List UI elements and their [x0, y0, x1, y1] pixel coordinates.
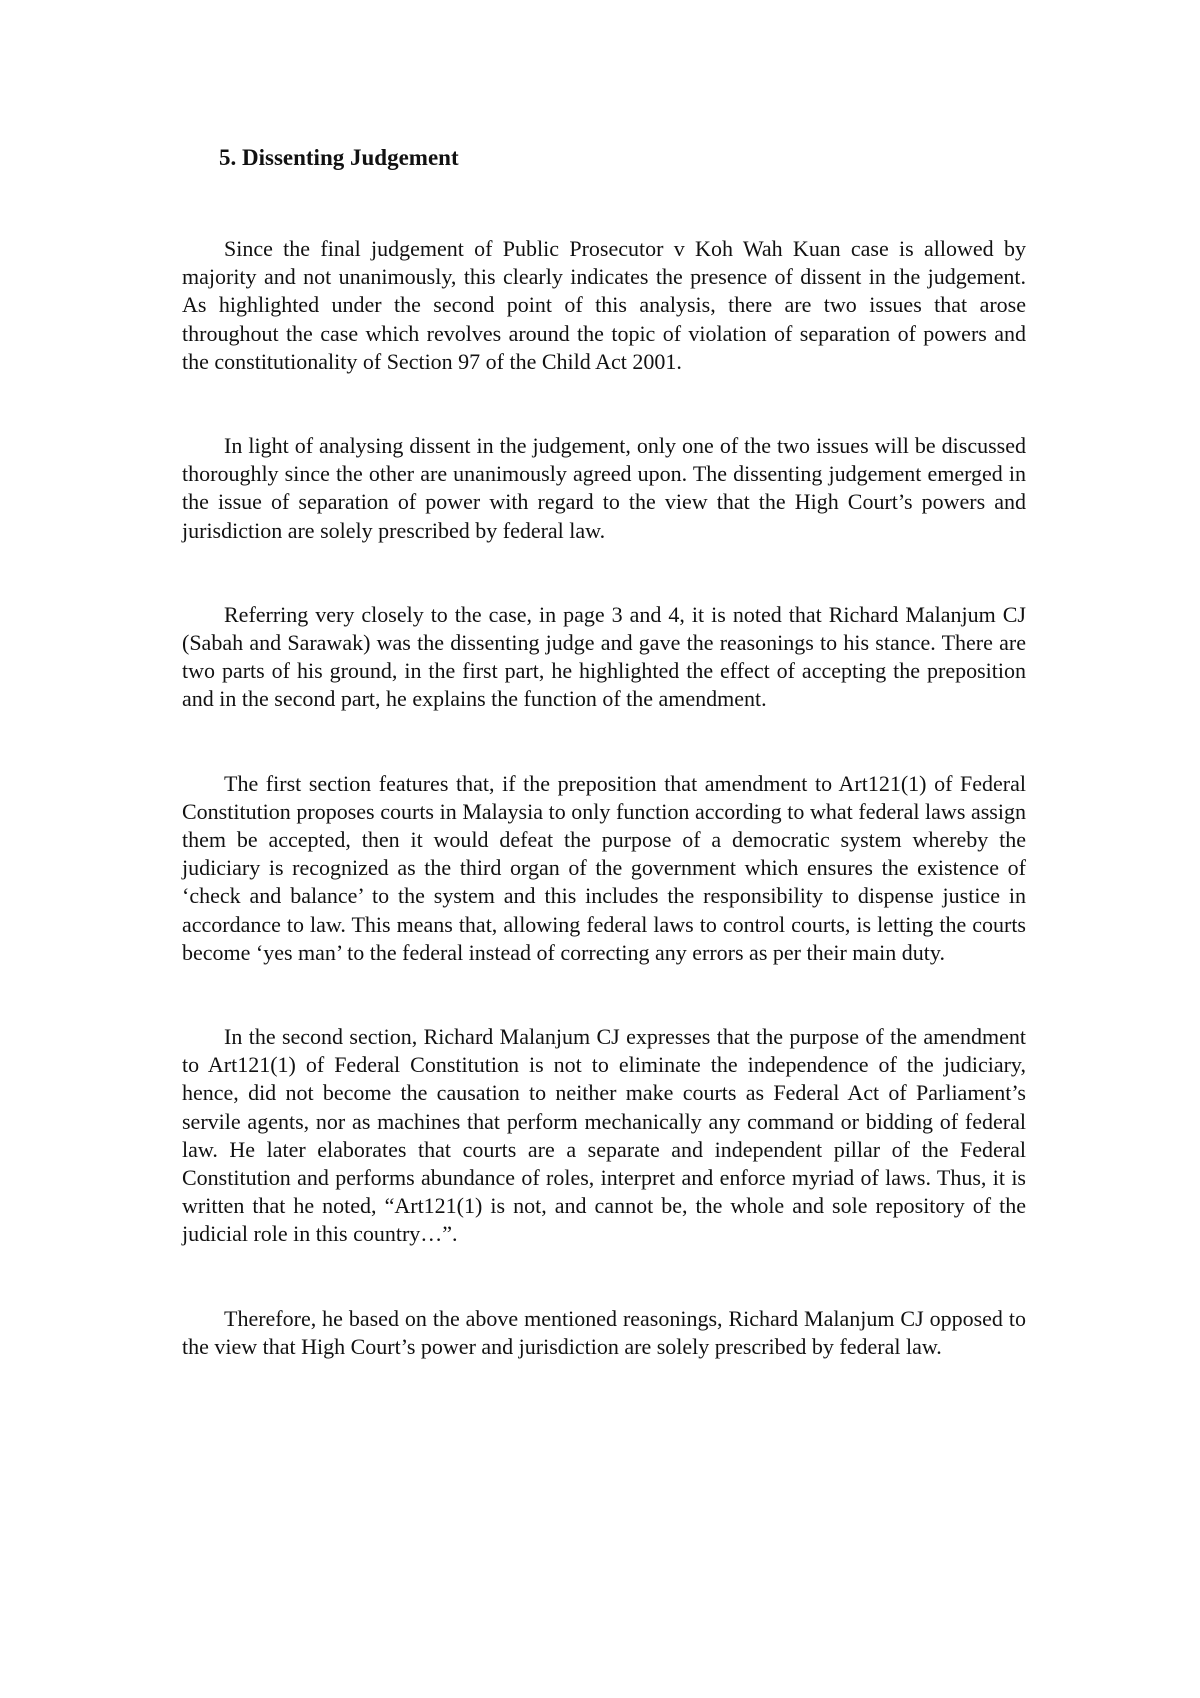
- paragraph-1: Since the final judgement of Public Prosecutor v Koh Wah Kuan case is allowed by majority and not unanimously, this clearly indicates the presence of dissent in the judgement. As highlighted under the second point of this analysis, there are two issues that arose throughout the case which revolves around the topic of violation of separation of powers and the constitutionality of Section 97 of the Child Act 2001.: [182, 236, 1026, 374]
- paragraph-2: In light of analysing dissent in the judgement, only one of the two issues will be discussed thoroughly since the other are unanimously agreed upon. The dissenting judgement emerged in the issue of separation of power with regard to the view that the High Court’s powers and jurisdiction are solely prescribed by federal law.: [182, 433, 1026, 543]
- section-heading: 5. Dissenting Judgement: [219, 145, 459, 170]
- document-body: [182, 144, 1026, 1361]
- paragraph-6: Therefore, he based on the above mentioned reasonings, Richard Malanjum CJ opposed to the view that High Court’s power and jurisdiction are solely prescribed by federal law.: [182, 1305, 1026, 1359]
- paragraph-5: In the second section, Richard Malanjum CJ expresses that the purpose of the amendment to Art121(1) of Federal Constitution is not to eliminate the independence of the judiciary, hence, did not become the causation to neither make courts as Federal Act of Parliament’s servile agents, nor as machines that perform mechanically any command or bidding of federal law. He later elaborates that courts are a separate and independent pillar of the Federal Constitution and performs abundance of roles, interpret and enforce myriad of laws. Thus, it is written that he noted, “Art121(1) is not, and cannot be, the whole and sole repository of the judicial role in this country…”.: [182, 1024, 1026, 1247]
- paragraph-4: The first section features that, if the preposition that amendment to Art121(1) of Federal Constitution proposes courts in Malaysia to only function according to what federal laws assign them be accepted, then it would defeat the purpose of a democratic system whereby the judiciary is recognized as the third organ of the government which ensures the existence of ‘check and balance’ to the system and this includes the responsibility to dispense justice in accordance to law. This means that, allowing federal laws to control courts, is letting the courts become ‘yes man’ to the federal instead of correcting any errors as per their main duty.: [182, 770, 1026, 965]
- paragraph-3: Referring very closely to the case, in page 3 and 4, it is noted that Richard Malanjum CJ (Sabah and Sarawak) was the dissenting judge and gave the reasonings to his stance. There are two parts of his ground, in the first part, he highlighted the effect of accepting the preposition and in the second part, he explains the function of the amendment.: [182, 601, 1026, 712]
